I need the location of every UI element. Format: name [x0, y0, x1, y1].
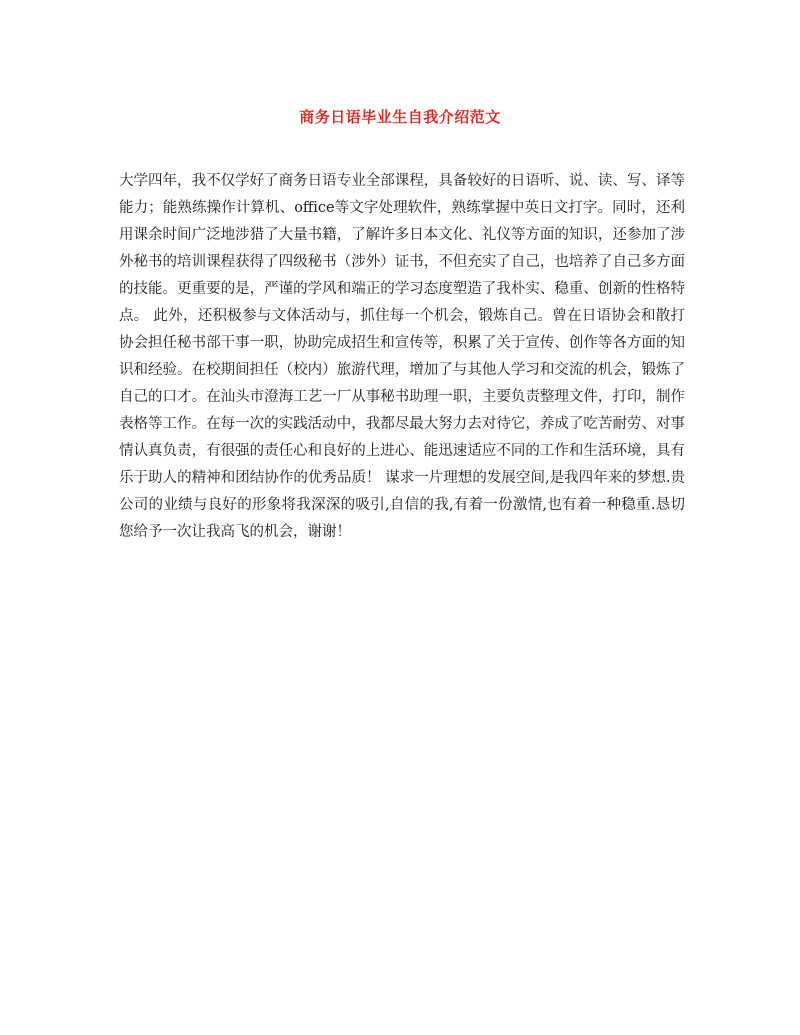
document-title: 商务日语毕业生自我介绍范文	[299, 108, 501, 126]
document-body-paragraph: 大学四年，我不仅学好了商务日语专业全部课程，具备较好的日语听、说、读、写、译等能力；能熟练操作计算机、office等文字处理软件，熟练掌握中英日文打字。同时，还利用课余时间广泛地涉猎了大量书籍，了解许多日本文化、礼仪等方面的知识，还参加了涉外秘书的培训课程获得了四级秘书（涉外）证书，不但充实了自己，也培养了自己多方面的技能。更重要的是，严谨的学风和端正的学习态度塑造了我朴实、稳重、创新的性格特点。 此外，还积极参与文体活动与，抓住每一个机会，锻炼自己。曾在日语协会和散打协会担任秘书部干事一职，协助完成招生和宣传等，积累了关于宣传、创作等各方面的知识和经验。在校期间担任（校内）旅游代理，增加了与其他人学习和交流的机会，锻炼了自己的口才。在汕头市澄海工艺一厂从事秘书助理一职，主要负责整理文件，打印，制作表格等工作。在每一次的实践活动中，我都尽最大努力去对待它，养成了吃苦耐劳、对事情认真负责，有很强的责任心和良好的上进心、能迅速适应不同的工作和生活环境，具有乐于助人的精神和团结协作的优秀品质！ 谋求一片理想的发展空间,是我四年来的梦想.贵公司的业绩与良好的形象将我深深的吸引,自信的我,有着一份激情,也有着一种稳重.恳切您给予一次让我高飞的机会，谢谢！	[119, 173, 685, 540]
